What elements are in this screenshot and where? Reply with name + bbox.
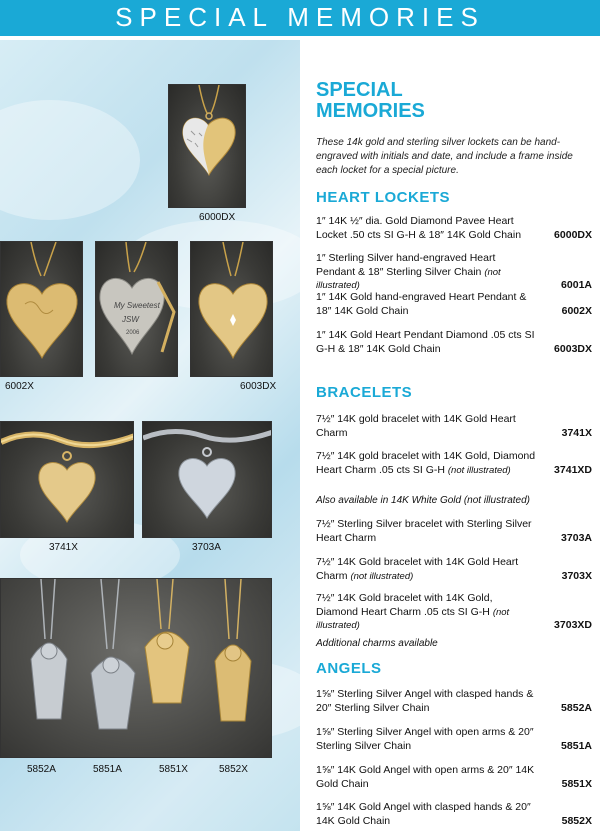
product-code: 6002X	[561, 304, 592, 317]
engraving-text-3: 2006	[126, 330, 140, 336]
product-code: 3703X	[561, 569, 592, 582]
product-desc: 7½″ 14K Gold bracelet with 14K Gold Heart Charm	[316, 556, 519, 582]
product-desc: 1⅝″ 14K Gold Angel with clasped hands & 20″ 14K Gold Chain	[316, 801, 531, 827]
caption-6000dx: 6000DX	[199, 212, 236, 223]
engraving-text-1: My Sweetest	[114, 301, 160, 310]
product-code: 3741XD	[554, 463, 592, 476]
product-desc: 1″ Sterling Silver hand-engraved Heart Pendant & 18″ Sterling Silver Chain	[316, 252, 496, 278]
text-column	[300, 40, 600, 831]
page-title-line-1: SPECIAL	[316, 79, 403, 101]
product-code: 5852X	[561, 814, 592, 827]
product-note: (not illustrated)	[350, 570, 414, 582]
product-6003dx	[316, 329, 592, 356]
product-desc: 1⅝″ Sterling Silver Angel with clasped hands & 20″ Sterling Silver Chain	[316, 688, 534, 714]
caption-6003dx: 6003DX	[240, 381, 277, 392]
page-title	[316, 80, 425, 122]
photo-angels[interactable]	[0, 578, 272, 758]
angel-pendants-image	[1, 579, 272, 758]
gold-bracelet-heart-image	[1, 422, 134, 538]
caption-3741x: 3741X	[49, 542, 78, 553]
product-desc: 1⅝″ Sterling Silver Angel with open arms & 20″ Sterling Silver Chain	[316, 726, 534, 752]
product-6000dx	[316, 215, 592, 242]
product-desc: 1⅝″ 14K Gold Angel with open arms & 20″ 14K Gold Chain	[316, 764, 535, 790]
photo-6003dx[interactable]	[190, 241, 273, 377]
product-desc: 1″ 14K ½″ dia. Gold Diamond Pavee Heart Locket .50 cts SI G-H & 18″ 14K Gold Chain	[316, 215, 522, 241]
product-note: (not illustrated)	[316, 266, 501, 291]
product-6002x	[316, 291, 592, 318]
white-gold-note: Also available in 14K White Gold (not illustrated)	[316, 495, 530, 506]
product-3703x	[316, 556, 592, 583]
caption-5852a: 5852A	[27, 764, 56, 775]
product-3703xd	[316, 592, 592, 633]
product-3741x	[316, 413, 592, 440]
product-code: 3741X	[561, 426, 592, 439]
product-code: 5852A	[561, 701, 592, 714]
product-3741xd	[316, 450, 592, 477]
pavee-heart-locket-image	[169, 85, 246, 208]
caption-6002x: 6002X	[5, 381, 34, 392]
product-desc: 1″ 14K Gold Heart Pendant Diamond .05 cts SI G-H & 18″ 14K Gold Chain	[316, 329, 535, 355]
gold-heart-engraved-image	[1, 242, 83, 377]
product-desc: 7½″ Sterling Silver bracelet with Sterling Silver Heart Charm	[316, 518, 532, 544]
product-5851a	[316, 726, 592, 753]
product-3703a	[316, 518, 592, 545]
product-6001a	[316, 252, 592, 293]
product-code: 5851A	[561, 739, 592, 752]
product-code: 3703A	[561, 531, 592, 544]
product-desc: 7½″ 14K gold bracelet with 14K Gold, Diamond Heart Charm .05 cts SI G-H	[316, 450, 536, 476]
section-bracelets-title: BRACELETS	[316, 384, 413, 401]
page-banner	[0, 0, 600, 38]
caption-5851x: 5851X	[159, 764, 188, 775]
additional-charms-note: Additional charms available	[316, 638, 438, 649]
section-angels-title: ANGELS	[316, 660, 382, 677]
product-code: 6001A	[561, 279, 592, 291]
product-code: 6003DX	[554, 342, 592, 355]
silver-bracelet-heart-image	[143, 422, 272, 538]
caption-3703a: 3703A	[192, 542, 221, 553]
product-note: (not illustrated)	[447, 464, 511, 476]
product-code: 5851X	[561, 777, 592, 790]
page-title-line-2: MEMORIES	[316, 100, 425, 122]
product-desc: 7½″ 14K gold bracelet with 14K Gold Heart Charm	[316, 413, 516, 439]
banner-title: SPECIAL MEMORIES	[115, 2, 485, 32]
gold-heart-diamond-image	[191, 242, 273, 377]
photo-6002x[interactable]	[0, 241, 83, 377]
caption-5852x: 5852X	[219, 764, 248, 775]
product-5851x	[316, 764, 592, 791]
product-code: 3703XD	[554, 619, 592, 631]
engraving-text-2: JSW	[122, 315, 139, 324]
product-5852a	[316, 688, 592, 715]
product-desc: 1″ 14K Gold hand-engraved Heart Pendant & 18″ 14K Gold Chain	[316, 291, 527, 317]
product-note: (not illustrated)	[316, 606, 510, 631]
photo-6001a[interactable]	[95, 241, 178, 377]
section-heart-lockets-title: HEART LOCKETS	[316, 189, 450, 206]
product-desc: 7½″ 14K Gold bracelet with 14K Gold, Diamond Heart Charm .05 cts SI G-H	[316, 592, 493, 618]
silver-heart-engraved-image	[96, 242, 178, 377]
intro-text: These 14k gold and sterling silver lockets can be hand-engraved with initials and date, and include a frame inside each locket for a special picture.	[316, 137, 573, 176]
photo-3703a[interactable]	[142, 421, 272, 538]
photo-3741x[interactable]	[0, 421, 134, 538]
photo-6000dx[interactable]	[168, 84, 246, 208]
product-code: 6000DX	[554, 228, 592, 241]
product-5852x	[316, 801, 592, 828]
caption-5851a: 5851A	[93, 764, 122, 775]
